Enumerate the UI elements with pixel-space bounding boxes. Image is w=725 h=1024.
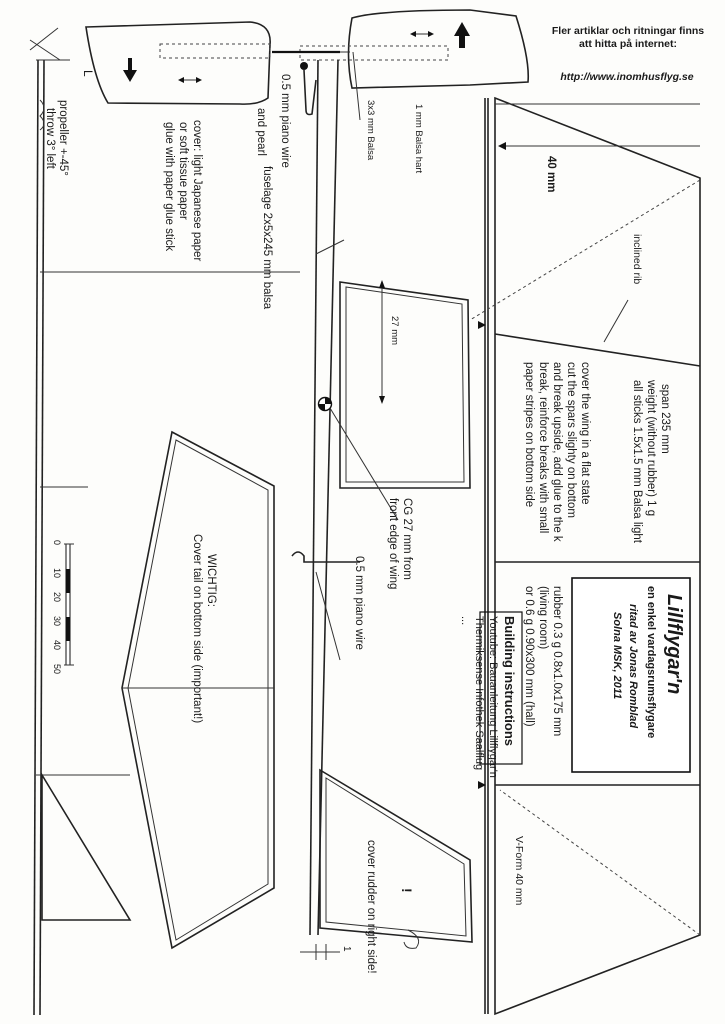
cg-line-1: CG 27 mm from [401,498,413,580]
leader-inclined-rib [604,300,628,342]
cover-note-line-3: glue with paper glue stick [163,122,175,252]
piano-wire-pearl-line-1: 0.5 mm piano wire [279,74,291,168]
cover-wing-line-1: cover the wing in a flat state [579,362,591,505]
cg-marker-icon [319,398,332,411]
dimension-40mm: 40 mm [545,156,557,193]
leader-fuselage [316,240,344,254]
scale-tick-label: 40 [52,640,62,651]
cover-tail-note: Cover tail on bottom side (important!) [191,534,203,724]
inclined-rib-label: inclined rib [631,234,643,285]
balsa-hart-label: 1 mm Balsa hart [413,104,424,174]
rotation-arrow-icon [454,22,470,48]
spec-weight: weight (without rubber) 1 g [645,380,657,517]
rubber-line-3: or 0.6 g 0.90x300 mm (hall) [523,586,535,727]
balsa-3x3-label: 3x3 mm Balsa [365,100,376,161]
propeller-blade-right [300,10,528,88]
header-url[interactable]: http://www.inomhusflyg.se [560,71,694,83]
cover-wing-line-5: paper stripes on bottom side [523,362,535,508]
building-instructions-line-2: Thermiksense Infothek Saalflug [473,616,485,771]
propeller-blade-left [86,22,270,104]
building-instructions-line-3: ... [459,616,471,626]
scale-tick-label: 20 [52,592,62,603]
cg-line-2: front edge of wing [387,498,399,590]
plan-author: ritad av Jonas Romblad [627,604,639,729]
cover-wing-line-3: and break upside, add glue to the k [551,362,563,542]
scale-tick-label: 50 [52,664,62,675]
propeller-note-line-2: throw 3° left [44,108,56,169]
dimension-27mm: 27 mm [389,316,400,346]
plan-title: Lillflygar'n [663,594,685,695]
spec-span: span 235 mm [659,384,671,454]
scale-tick-label: 30 [52,616,62,627]
rubber-line-2: (living room) [537,586,549,650]
main-wing-outline [470,98,700,1014]
plan-subtitle: en enkel vardagsrumsflygare [645,586,657,739]
propeller-note-line-1: propeller +-45° [57,100,69,176]
scale-bar [64,544,74,665]
fuselage-label: fuselage 2x5x245 mm balsa [261,166,273,310]
tail-small-piece [42,775,130,920]
letter-l-mark: L [81,70,95,77]
cover-rudder-note: cover rudder on right side! [365,840,377,974]
building-instructions-line-1: Youtube: Bauanleitung Lillflygar'n [487,616,499,778]
scale-tick-label: 10 [52,568,62,579]
header-line-2: att hitta på internet: [578,38,678,50]
piano-wire-pearl-line-2: and pearl [255,108,267,156]
spec-sticks: all sticks 1.5x1.5 mm Balsa light [631,380,643,543]
piano-wire-label: 0.5 mm piano wire [353,556,365,650]
cover-note-line-2: or soft tissue paper [177,122,189,220]
plan-club: Solna MSK, 2011 [611,612,623,700]
dimension-1mm: 1 [341,946,352,952]
v-form-label: V-Form 40 mm [513,836,525,906]
cover-wing-line-2: cut the spars slighty on bottom [565,362,577,518]
rubber-line-1: rubber 0.3 g 0.8x1.0x175 mm [551,586,563,737]
header-line-1: Fler artiklar och ritningar finns [551,25,705,37]
fuselage-stick [310,52,360,935]
scale-tick-label: 0 [52,540,62,546]
rotation-arrow-icon [123,58,137,82]
exclamation-mark: ! [399,888,415,893]
cover-wing-line-4: break, reinforce breaks with small [537,362,549,534]
building-instructions-title: Building instructions [502,616,517,746]
rudder [300,770,472,960]
cover-note-line-1: cover: light Japanese paper [191,120,203,262]
leader-piano-wire [316,572,340,660]
wichtig-label: WICHTIG: [205,554,217,608]
